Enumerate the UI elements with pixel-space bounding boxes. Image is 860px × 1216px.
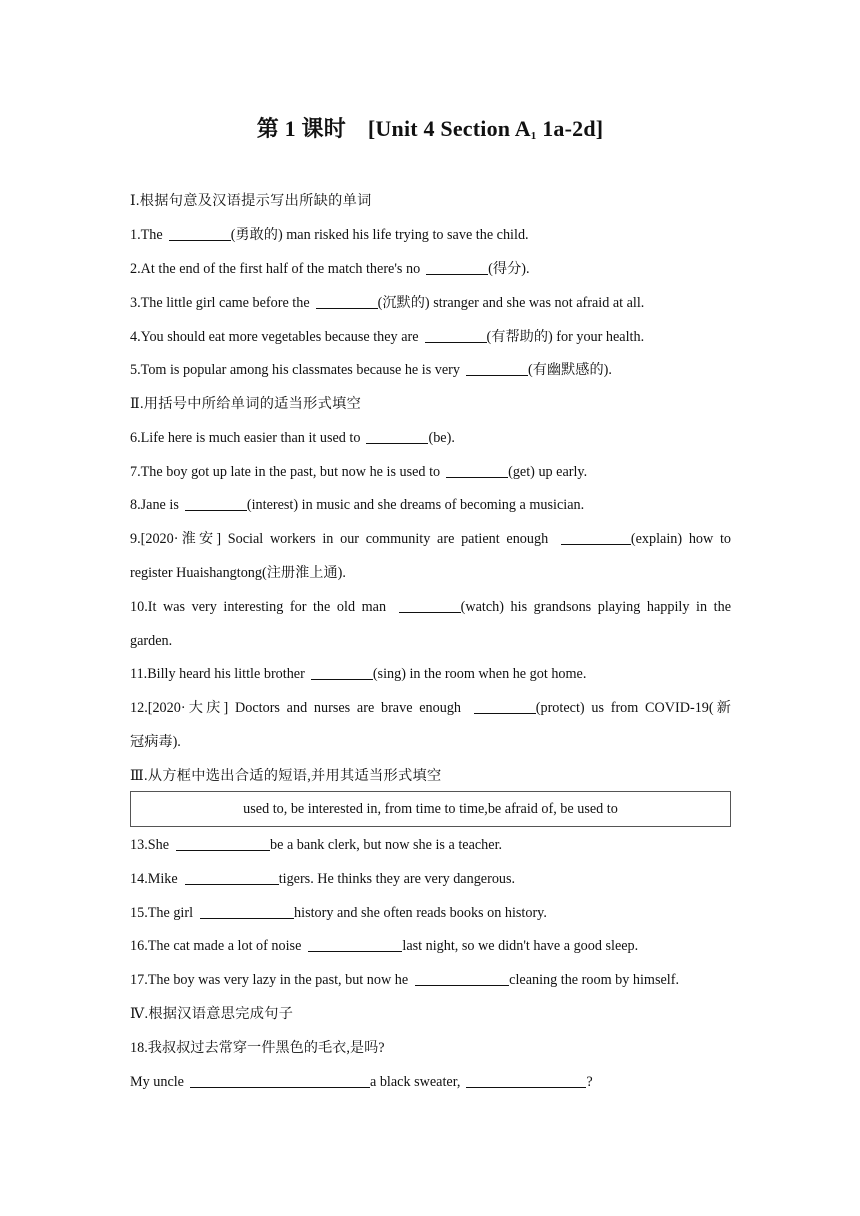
question-12-continued: 冠病毒). [130,734,181,750]
page-title: 第 1 课时 [Unit 4 Section $A_1$ 1a-2d] [256,116,604,142]
question-8: 8.Jane is (interest) in music and she dreams of becoming a musician. [130,497,585,513]
question-15: 15.The girl history and she often reads books on history. [130,905,547,921]
question-2: 2.At the end of the first half of the match there's no (得分). [130,261,530,277]
answer-blank[interactable] [366,429,428,444]
question-13: 13.She be a bank clerk, but now she is a teacher. [130,837,503,853]
answer-blank[interactable] [185,496,247,511]
answer-blank[interactable] [176,836,270,851]
answer-blank[interactable] [426,260,488,275]
answer-blank[interactable] [190,1073,370,1088]
question-12: 12.[2020·大庆] Doctors and nurses are brave enough (protect) us from COVID-19(新 [130,700,731,716]
answer-blank[interactable] [474,699,536,714]
question-10: 10.It was very interesting for the old man (watch) his grandsons playing happily in the [130,599,731,615]
question-17: 17.The boy was very lazy in the past, but now he cleaning the room by himself. [130,972,679,988]
question-9-continued: register Huaishangtong(注册淮上通). [130,565,346,581]
question-9: 9.[2020·淮安] Social workers in our community are patient enough (explain) how to [130,531,732,547]
answer-blank[interactable] [399,598,461,613]
answer-blank[interactable] [466,361,528,376]
question-10-continued: garden. [130,633,173,649]
section-4-heading: Ⅳ.根据汉语意思完成句子 [130,1006,294,1022]
section-2-heading: Ⅱ.用括号中所给单词的适当形式填空 [130,396,362,412]
question-1: 1.The (勇敢的) man risked his life trying to save the child. [130,227,529,243]
answer-blank[interactable] [200,904,294,919]
answer-blank[interactable] [415,971,509,986]
question-18-chinese: 18.我叔叔过去常穿一件黑色的毛衣,是吗? [130,1040,385,1056]
answer-blank[interactable] [466,1073,586,1088]
answer-blank[interactable] [561,530,631,545]
answer-blank[interactable] [308,937,402,952]
answer-blank[interactable] [311,665,373,680]
question-6: 6.Life here is much easier than it used to (be). [130,430,455,446]
answer-blank[interactable] [425,328,487,343]
answer-blank[interactable] [446,463,508,478]
section-3-heading: Ⅲ.从方框中选出合适的短语,并用其适当形式填空 [130,768,442,784]
question-7: 7.The boy got up late in the past, but now he is used to (get) up early. [130,464,588,480]
answer-blank[interactable] [169,226,231,241]
answer-blank[interactable] [316,294,378,309]
phrase-box: used to, be interested in, from time to time,be afraid of, be used to [130,791,731,827]
question-16: 16.The cat made a lot of noise last night, so we didn't have a good sleep. [130,938,639,954]
answer-blank[interactable] [185,870,279,885]
question-11: 11.Billy heard his little brother (sing) in the room when he got home. [130,666,587,682]
question-14: 14.Mike tigers. He thinks they are very dangerous. [130,871,516,887]
section-1-heading: Ⅰ.根据句意及汉语提示写出所缺的单词 [130,193,372,209]
question-18: My uncle a black sweater, ? [130,1074,593,1090]
question-5: 5.Tom is popular among his classmates because he is very (有幽默感的). [130,362,612,378]
question-4: 4.You should eat more vegetables because they are (有帮助的) for your health. [130,329,645,345]
question-3: 3.The little girl came before the (沉默的) stranger and she was not afraid at all. [130,295,645,311]
